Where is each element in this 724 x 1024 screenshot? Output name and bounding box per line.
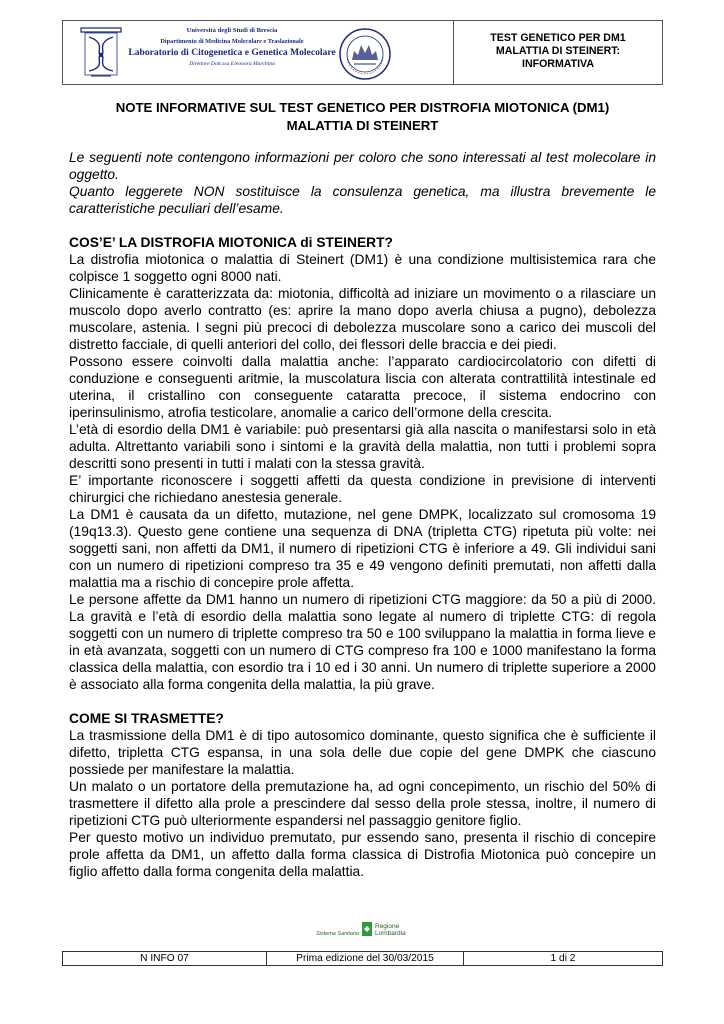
footer-logo-right-line-2: Lombardia xyxy=(375,930,406,937)
laboratory-name: Laboratorio di Citogenetica e Genetica Molecolare xyxy=(128,46,336,58)
footer-edition: Prima edizione del 30/03/2015 xyxy=(296,953,434,964)
section2-paragraph: La trasmissione della DM1 è di tipo autosomico dominante, questo significa che è sufficiente il difetto, tripletta CTG espansa, in una sola delle due copie del gene DMPK che ciascuno possiede per manifestare la malattia. xyxy=(69,728,656,777)
doc-title xyxy=(454,32,662,72)
section1-paragraph: Possono essere coinvolti dalla malattia anche: l’apparato cardiocircolatorio con difetti di conduzione e conseguenti aritmie, la muscolatura liscia con alterata contrattilità intestinale ed uterina, il cristallino con conseguente cataratta precoce, il sistema endocrino con iperinsulinismo, atrofia testicolare, anomalie a carico dell’ormone della crescita. xyxy=(69,354,656,420)
lab-name-block xyxy=(121,27,343,67)
page-title-line-1: NOTE INFORMATIVE SUL TEST GENETICO PER DISTROFIA MIOTONICA (DM1) xyxy=(115,100,610,115)
intro-paragraph-2: Quanto leggerete NON sostituisce la consulenza genetica, ma illustra brevemente le caratteristiche peculiari dell’esame. xyxy=(69,184,656,216)
department-name: Dipartimento di Medicina Molecolare e Traslazionale xyxy=(160,37,304,45)
regione-lombardia-logo-icon xyxy=(314,918,414,940)
document-body xyxy=(69,149,656,880)
header-lab-block xyxy=(63,21,454,84)
university-name: Università degli Studi di Brescia xyxy=(186,27,278,34)
footer-logo-right-line-1: Regione xyxy=(375,923,400,930)
header-doc-title-block xyxy=(454,21,662,84)
section2-paragraph: Per questo motivo un individuo premutato, pur essendo sano, presenta il rischio di concepire prole affetta da DM1, un affetto dalla forma classica di Distrofia Miotonica può concepire un figlio affetto dalla forma congenita della malattia. xyxy=(69,830,656,879)
section1-paragraph: Clinicamente è caratterizzata da: miotonia, difficoltà ad iniziare un movimento o a rilasciare un muscolo dopo averlo contratto (es: aprire la mano dopo averla chiusa a pugno), debolezza muscolare, astenia. I segni più precoci di debolezza muscolare sono a carico dei muscoli del distretto facciale, di quelli anteriori del collo, dei flessori delle braccia e dei piedi. xyxy=(69,286,656,352)
doc-title-line-2: MALATTIA DI STEINERT: xyxy=(495,45,621,58)
footer-doc-code: N INFO 07 xyxy=(140,953,189,964)
doc-title-line-1: TEST GENETICO PER DM1 xyxy=(490,32,626,44)
section-heading-what-is: COS’E’ LA DISTROFIA MIOTONICA di STEINERT? xyxy=(69,235,393,250)
section1-paragraph: Le persone affette da DM1 hanno un numero di ripetizioni CTG maggiore: da 50 a più di 2000. La gravità e l’età di esordio della malattia sono legate al numero di triplette CTG: di regola soggetti con un numero di triplette compreso tra 50 e 100 sviluppano la malattia in forma lieve e in età avanzata, soggetti con un numero di CTG compreso fra 100 e 1000 manifestano la forma classica della malattia, con esordio tra i 10 ed i 30 anni. Un numero di triplette superiore a 2000 è associato alla forma congenita della malattia, la più grave. xyxy=(69,592,656,692)
doc-title-line-3: INFORMATIVA xyxy=(522,58,594,71)
university-seal-icon xyxy=(338,27,392,81)
section2-paragraph: Un malato o un portatore della premutazione ha, ad ogni concepimento, un rischio del 50% di trasmettere il difetto alla prole a prescindere dal sesso della prole stessa, inoltre, il numero di ripetizioni CTG può ulteriormente espandersi nel passaggio genitore figlio. xyxy=(69,779,656,828)
intro-paragraph-1: Le seguenti note contengono informazioni per coloro che sono interessati al test molecolare in oggetto. xyxy=(69,150,656,182)
section-heading-transmission: COME SI TRASMETTE? xyxy=(69,711,224,726)
section1-paragraph: E’ importante riconoscere i soggetti affetti da questa condizione in previsione di interventi chirurgici che richiedano anestesia generale. xyxy=(69,473,656,505)
footer-page-number: 1 di 2 xyxy=(550,953,576,964)
page-title xyxy=(62,99,663,135)
section1-paragraph: La distrofia miotonica o malattia di Steinert (DM1) è una condizione multisistemica rara che colpisce 1 soggetto ogni 8000 nati. xyxy=(69,252,656,284)
caduceus-logo-icon xyxy=(77,25,125,80)
section1-paragraph: L’età di esordio della DM1 è variabile: può presentarsi già alla nascita o manifestarsi solo in età adulta. Altrettanto variabili sono i sintomi e la gravità della malattia, non tutti i problemi sopra descritti sono presenti in tutti i malati con la stessa gravità. xyxy=(69,422,656,471)
director-name: Direttore Dott.ssa Eleonora Marchina xyxy=(189,60,275,67)
document-footer xyxy=(62,951,663,966)
page-title-line-2: MALATTIA DI STEINERT xyxy=(286,118,439,133)
footer-logo-left-text: Sistema Sanitario xyxy=(316,931,360,937)
section1-paragraph: La DM1 è causata da un difetto, mutazione, nel gene DMPK, localizzato sul cromosoma 19 (19q13.3). Questo gene contiene una sequenza di DNA (tripletta CTG) ripetuta più volte: nei soggetti sani, non affetti da DM1, il numero di ripetizioni CTG è inferiore a 49. Gli individui sani con un numero di ripetizioni compreso tra 35 e 49 vengono definiti premutati, non affetti dalla malattia ma a rischio di concepire prole affetta. xyxy=(69,507,656,590)
document-header xyxy=(62,20,663,85)
